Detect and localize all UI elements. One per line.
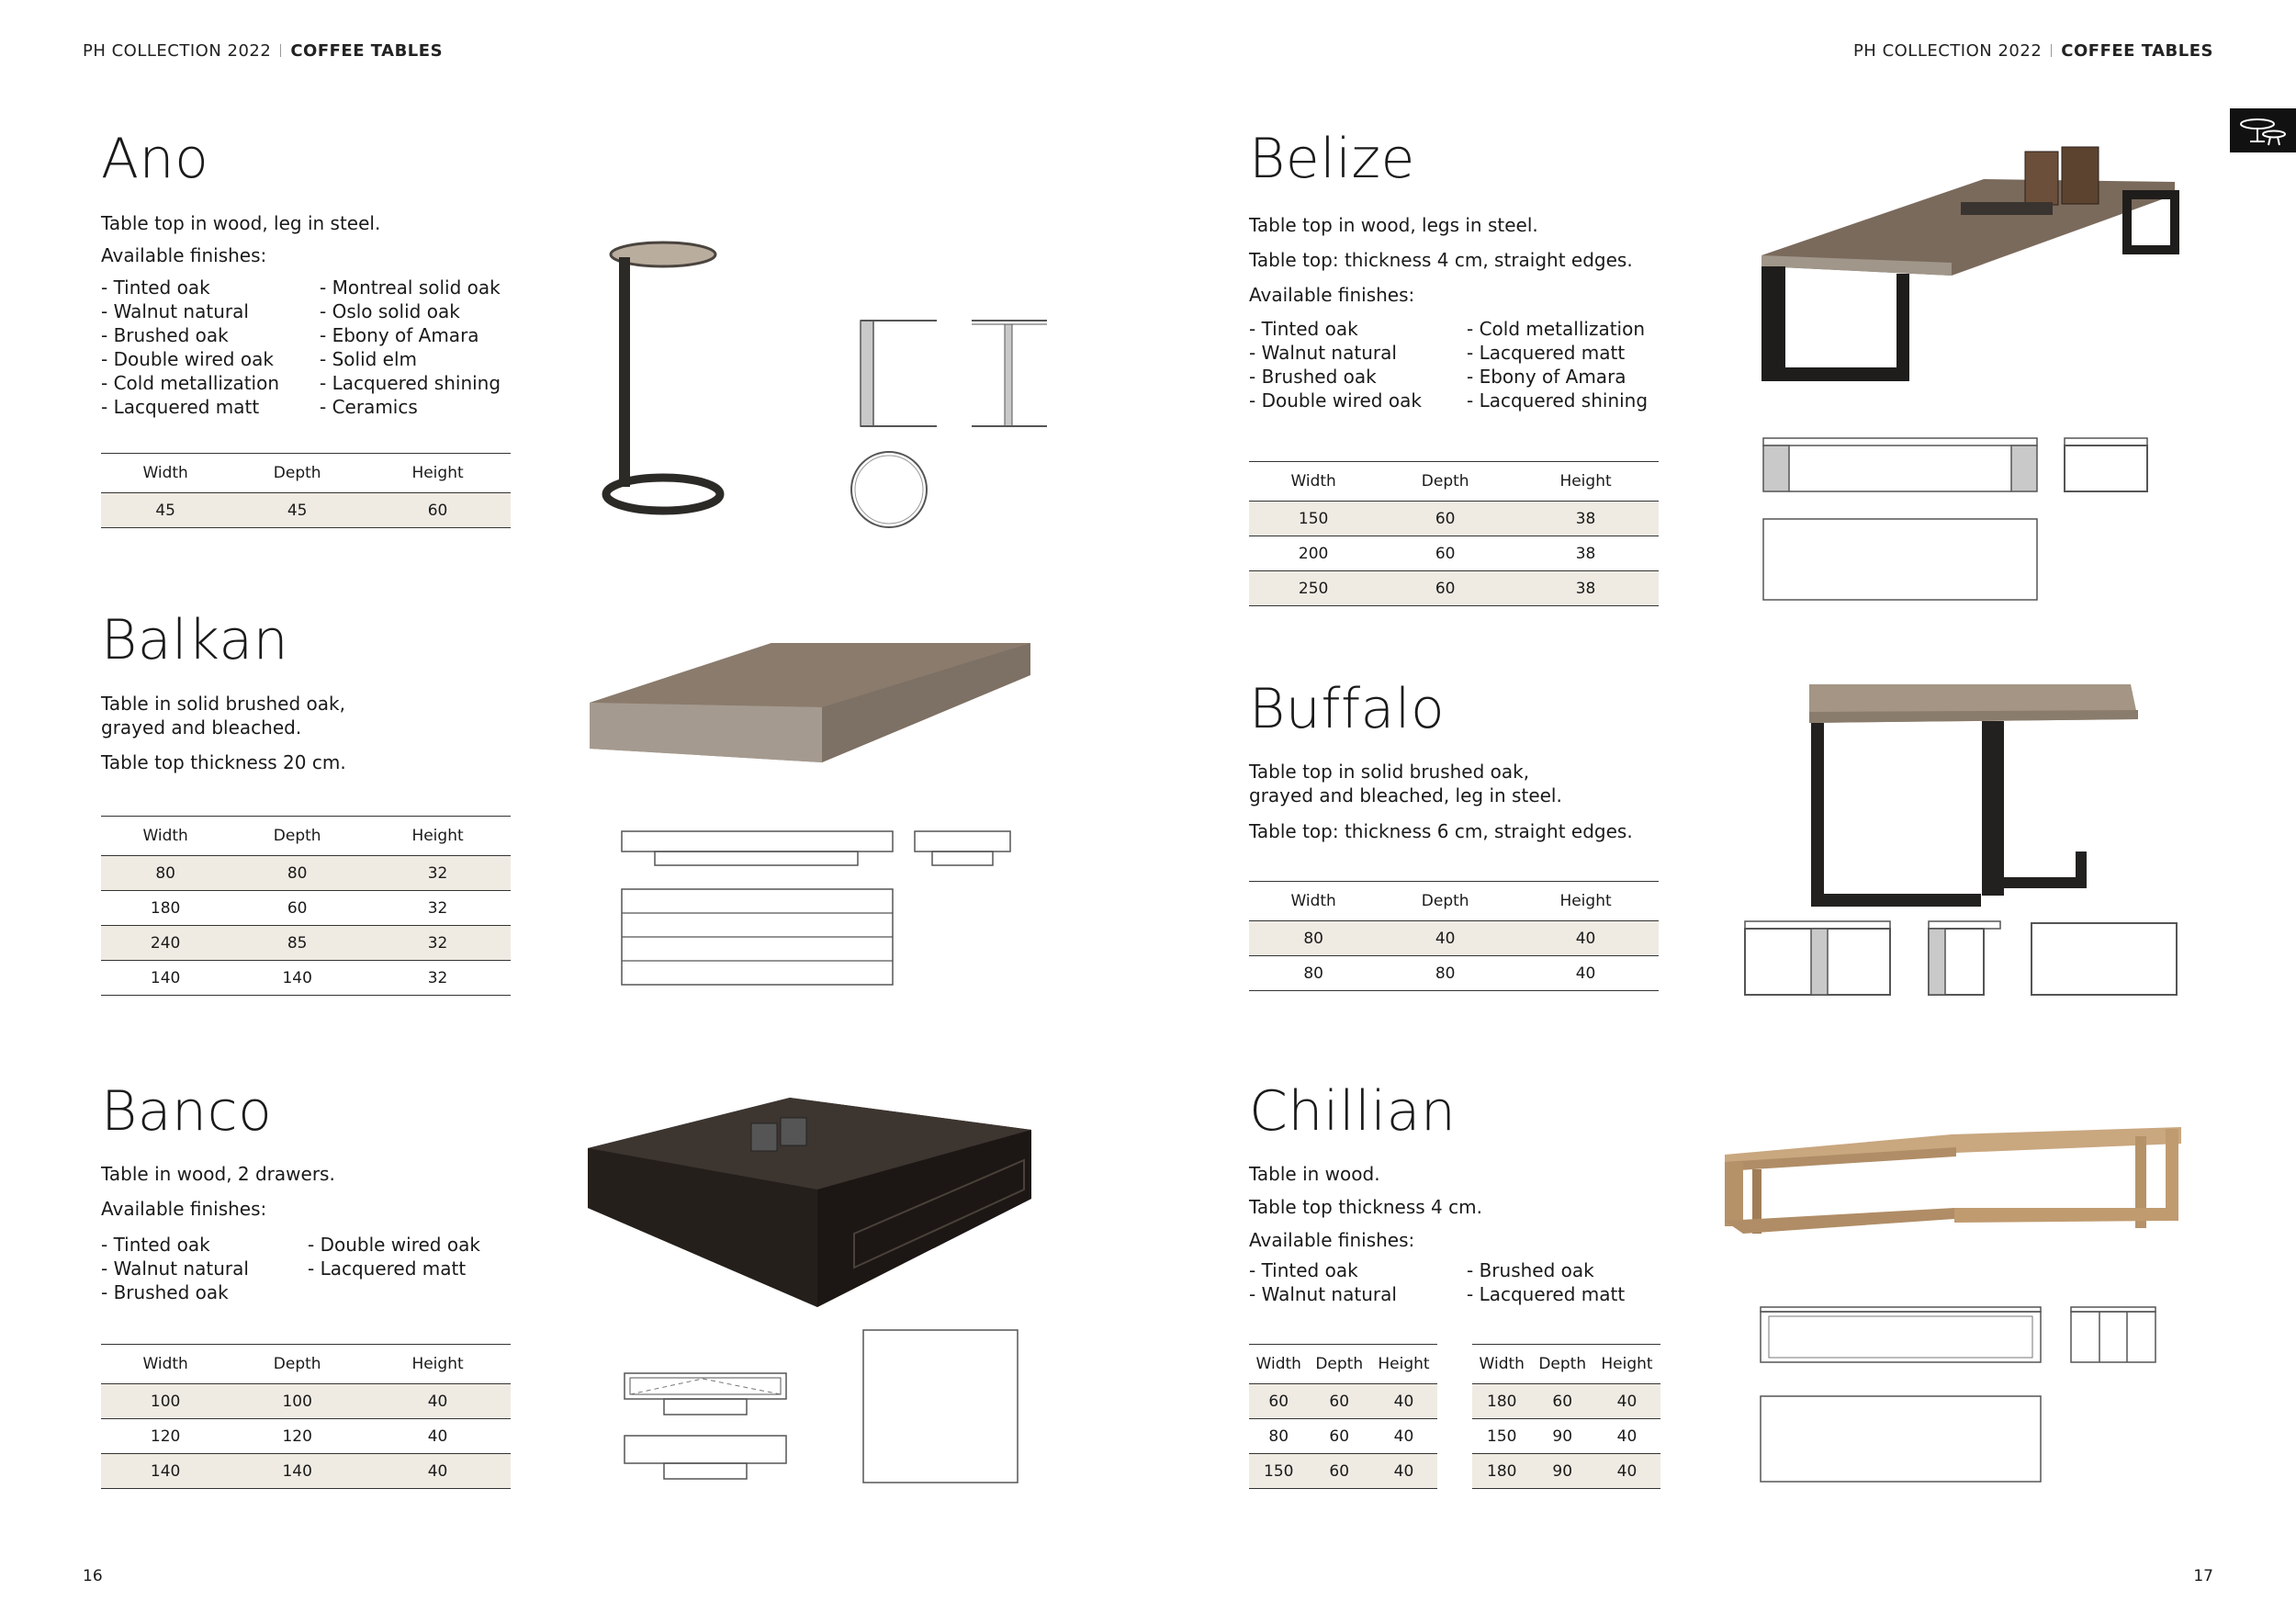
table-row: 140 140 32 [101, 961, 511, 996]
product-desc-ano: Table top in wood, leg in steel. Available finishes: [101, 212, 381, 266]
page-header-right [1853, 41, 2213, 61]
section-label: COFFEE TABLES [290, 41, 444, 61]
table-row: 250 60 38 [1249, 571, 1659, 606]
table-row: 200 60 38 [1249, 536, 1659, 571]
finish-list-chillian-col2: - Brushed oak - Lacquered matt [1467, 1259, 1626, 1305]
table-row: 180 60 32 [101, 891, 511, 926]
finish-list-banco-col2: - Double wired oak - Lacquered matt [308, 1234, 480, 1280]
product-title-belize: Belize [1249, 127, 1415, 191]
table-row: 180 90 40 [1472, 1454, 1660, 1489]
page-header-left [83, 41, 443, 61]
finish-list-banco-col1: - Tinted oak - Walnut natural - Brushed oak [101, 1234, 249, 1303]
dimensions-table-buffalo: Width Depth Height 80 40 40 80 80 40 [1249, 881, 1659, 991]
product-title-ano: Ano [101, 127, 209, 191]
product-desc-belize: Table top in wood, legs in steel. Table top: thickness 4 cm, straight edges. Available finishes: [1249, 214, 1633, 306]
finish-list-ano-col1: - Tinted oak - Walnut natural - Brushed oak - Double wired oak - Cold metallization - Lacquered matt [101, 276, 280, 418]
table-row: 150 60 40 [1249, 1454, 1437, 1489]
product-desc-chillian: Table in wood. Table top thickness 4 cm. Available finishes: [1249, 1163, 1482, 1251]
table-row: 80 60 40 [1249, 1419, 1437, 1454]
table-row: 100 100 40 [101, 1384, 511, 1419]
dimensions-table-chillian-b: Width Depth Height 180 60 40 150 90 40 180 90 40 [1472, 1344, 1660, 1489]
table-row: 180 60 40 [1472, 1384, 1660, 1419]
dimensions-table-ano: Width Depth Height 45 45 60 [101, 453, 511, 528]
collection-label: PH COLLECTION 2022 [83, 41, 272, 61]
table-row: 60 60 40 [1249, 1384, 1437, 1419]
section-label: COFFEE TABLES [2061, 41, 2213, 61]
product-title-chillian: Chillian [1249, 1079, 1457, 1144]
table-row: 45 45 60 [101, 493, 511, 528]
finish-list-chillian-col1: - Tinted oak - Walnut natural [1249, 1259, 1397, 1305]
finish-list-belize-col2: - Cold metallization - Lacquered matt - Ebony of Amara - Lacquered shining [1467, 318, 1649, 412]
coffee-table-icon [2230, 108, 2296, 152]
product-desc-banco: Table in wood, 2 drawers. Available finishes: [101, 1163, 335, 1220]
product-image-banco [583, 1098, 1042, 1493]
table-row: 150 90 40 [1472, 1419, 1660, 1454]
product-title-banco: Banco [101, 1079, 273, 1144]
product-title-buffalo: Buffalo [1249, 677, 1446, 741]
dimensions-table-balkan: Width Depth Height 80 80 32 180 60 32 240 85 32 140 140 32 [101, 816, 511, 996]
product-image-ano [588, 234, 1065, 528]
dimensions-table-banco: Width Depth Height 100 100 40 120 120 40 140 140 40 [101, 1344, 511, 1489]
collection-label: PH COLLECTION 2022 [1852, 41, 2043, 61]
dimensions-table-belize: Width Depth Height 150 60 38 200 60 38 250 60 38 [1249, 461, 1659, 606]
table-row: 80 40 40 [1249, 921, 1659, 956]
product-image-balkan [588, 634, 1065, 992]
table-row: 240 85 32 [101, 926, 511, 961]
product-image-buffalo [1736, 675, 2186, 1006]
page-number-right: 17 [2193, 1567, 2213, 1585]
page-number-left: 16 [83, 1567, 103, 1585]
product-title-balkan: Balkan [101, 608, 289, 672]
finish-list-belize-col1: - Tinted oak - Walnut natural - Brushed oak - Double wired oak [1249, 318, 1422, 412]
table-row: 80 80 32 [101, 856, 511, 891]
product-image-belize [1745, 138, 2186, 606]
dimensions-table-chillian-a: Width Depth Height 60 60 40 80 60 40 150 60 40 [1249, 1344, 1437, 1489]
table-row: 120 120 40 [101, 1419, 511, 1454]
product-desc-buffalo: Table top in solid brushed oak, grayed and bleached, leg in steel. Table top: thickness 6 cm, straight edges. [1249, 761, 1633, 842]
product-desc-balkan: Table in solid brushed oak, grayed and bleached. Table top thickness 20 cm. [101, 693, 346, 773]
product-image-chillian [1717, 1116, 2186, 1493]
finish-list-ano-col2: - Montreal solid oak - Oslo solid oak - Ebony of Amara - Solid elm - Lacquered shining - Ceramics [320, 276, 501, 418]
table-row: 140 140 40 [101, 1454, 511, 1489]
table-row: 150 60 38 [1249, 502, 1659, 536]
table-row: 80 80 40 [1249, 956, 1659, 991]
